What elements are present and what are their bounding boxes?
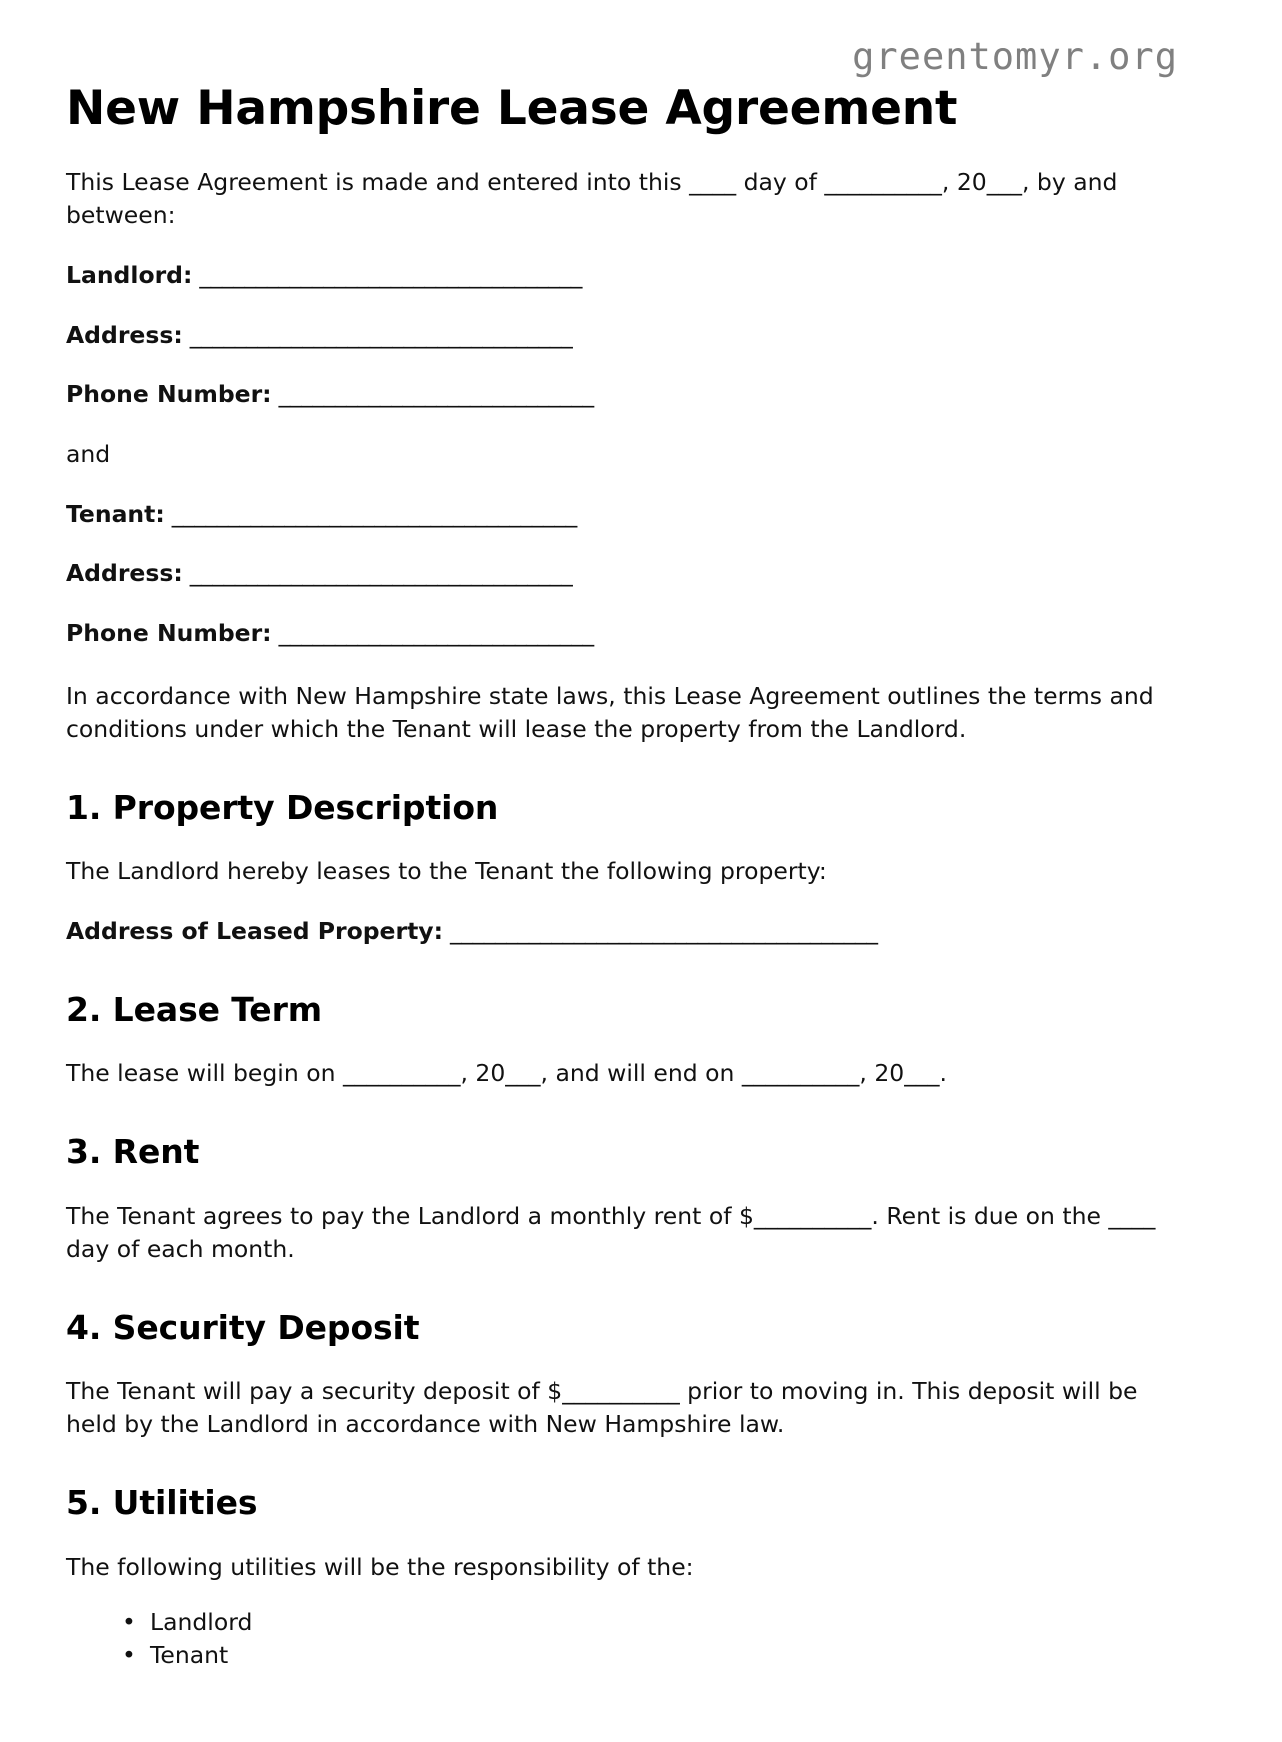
intro-paragraph: This Lease Agreement is made and entered into this ____ day of __________, 20___, by and between: [66, 168, 1118, 229]
leased-property-address-field [66, 888, 1178, 948]
tenant-phone-blank[interactable]: ____________________________ [271, 619, 594, 648]
and-connector [66, 411, 1178, 471]
accordance-paragraph: In accordance with New Hampshire state laws, this Lease Agreement outlines the terms and conditions under which the Tenant will lease the property from the Landlord. [66, 681, 1154, 743]
landlord-address-blank[interactable]: __________________________________ [182, 320, 573, 349]
site-watermark: greentomyr.org [852, 35, 1178, 78]
section-body-rent: The Tenant agrees to pay the Landlord a monthly rent of $__________. Rent is due on the ____ day of each month. [66, 1201, 1156, 1263]
tenant-blank[interactable]: ____________________________________ [164, 499, 577, 528]
tenant-phone-field [66, 590, 1178, 650]
tenant-label: Tenant: [66, 499, 165, 528]
landlord-phone-field [66, 351, 1178, 411]
tenant-address-field [66, 530, 1178, 590]
tenant-field [66, 471, 1178, 531]
landlord-address-label: Address: [66, 320, 183, 349]
section-body-security-deposit: The Tenant will pay a security deposit of $__________ prior to moving in. This deposit will be held by the Landlord in accordance with New Hampshire law. [66, 1377, 1138, 1439]
section-heading-property-description: 1. Property Description [66, 787, 499, 827]
section-body-lease-term: The lease will begin on __________, 20___, and will end on __________, 20___. [66, 1059, 947, 1088]
section-heading-lease-term: 2. Lease Term [66, 989, 323, 1029]
leased-property-address-blank[interactable]: ______________________________________ [443, 917, 878, 946]
list-item[interactable]: • Landlord [150, 1606, 1178, 1639]
section-heading-security-deposit: 4. Security Deposit [66, 1307, 420, 1347]
section-heading-utilities: 5. Utilities [66, 1483, 258, 1523]
list-item[interactable]: • Tenant [150, 1639, 1178, 1672]
landlord-address-field [66, 292, 1178, 352]
leased-property-address-label: Address of Leased Property: [66, 917, 444, 946]
page-bottom-spacer [66, 1672, 1178, 1742]
section-body-property-description: The Landlord hereby leases to the Tenant the following property: [66, 857, 827, 886]
and-label: and [66, 439, 111, 468]
landlord-label: Landlord: [66, 260, 193, 289]
landlord-phone-blank[interactable]: ____________________________ [271, 380, 594, 409]
page-title: New Hampshire Lease Agreement [66, 81, 958, 136]
section-body-utilities: The following utilities will be the responsibility of the: [66, 1552, 694, 1581]
landlord-field [66, 232, 1178, 292]
section-heading-rent: 3. Rent [66, 1132, 200, 1172]
tenant-address-label: Address: [66, 559, 183, 588]
tenant-address-blank[interactable]: __________________________________ [182, 559, 573, 588]
landlord-phone-label: Phone Number: [66, 380, 272, 409]
landlord-blank[interactable]: __________________________________ [192, 260, 582, 289]
tenant-phone-label: Phone Number: [66, 619, 272, 648]
